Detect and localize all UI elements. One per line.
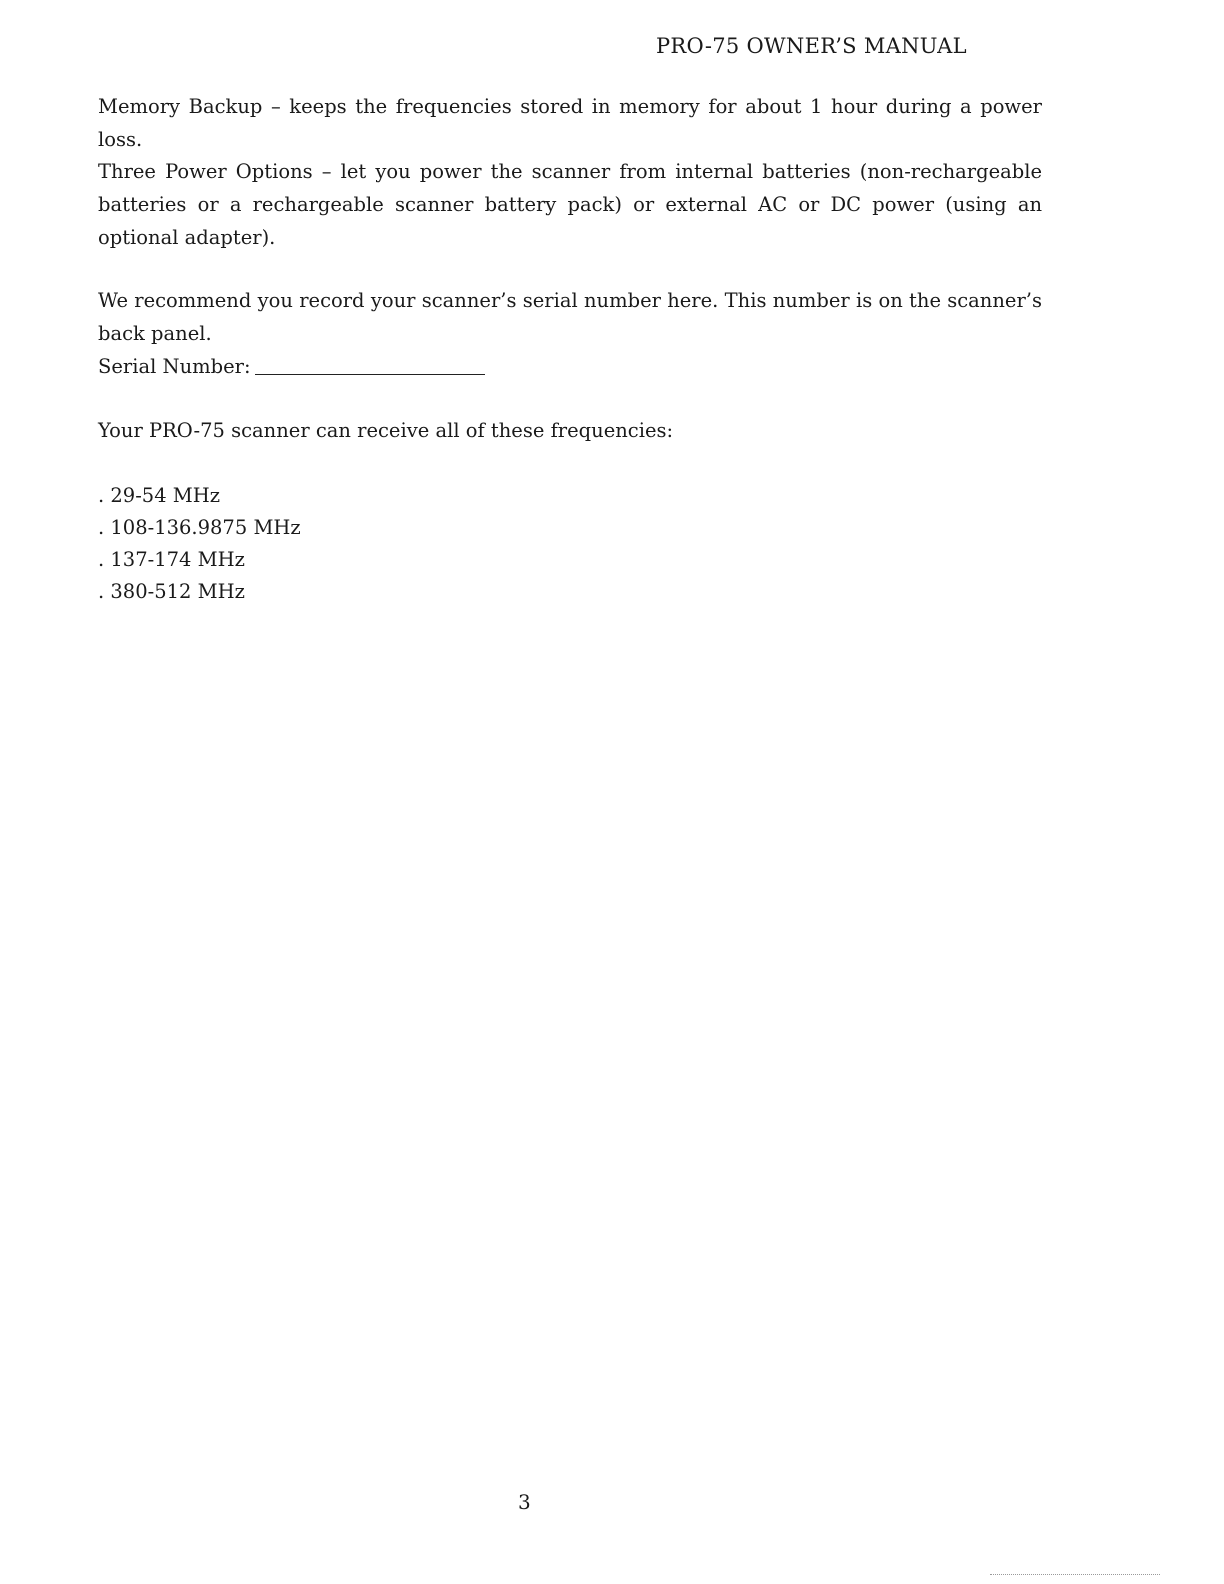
frequency-list bbox=[98, 480, 301, 608]
frequencies-intro: Your PRO-75 scanner can receive all of these frequencies: bbox=[98, 419, 674, 442]
memory-backup-paragraph: Memory Backup – keeps the frequencies stored in memory for about 1 hour during a power loss. bbox=[98, 95, 1042, 151]
frequency-item: . 137-174 MHz bbox=[98, 548, 245, 571]
page-number: 3 bbox=[518, 1490, 531, 1514]
scan-artifact bbox=[990, 1574, 1160, 1575]
serial-number-label: Serial Number: bbox=[98, 355, 251, 378]
frequency-item: . 108-136.9875 MHz bbox=[98, 516, 301, 539]
frequency-item: . 380-512 MHz bbox=[98, 580, 245, 603]
power-options-paragraph: Three Power Options – let you power the scanner from internal batteries (non-rechargeable batteries or a rechargeable scanner battery pack) or external AC or DC power (using an optional adapter). bbox=[98, 160, 1042, 249]
frequency-item: . 29-54 MHz bbox=[98, 484, 221, 507]
serial-recommendation-paragraph: We recommend you record your scanner’s serial number here. This number is on the scanner’s back panel. bbox=[98, 289, 1042, 345]
serial-number-blank bbox=[255, 374, 485, 375]
serial-number-field bbox=[98, 350, 485, 383]
running-header: PRO-75 OWNER’S MANUAL bbox=[656, 34, 967, 58]
